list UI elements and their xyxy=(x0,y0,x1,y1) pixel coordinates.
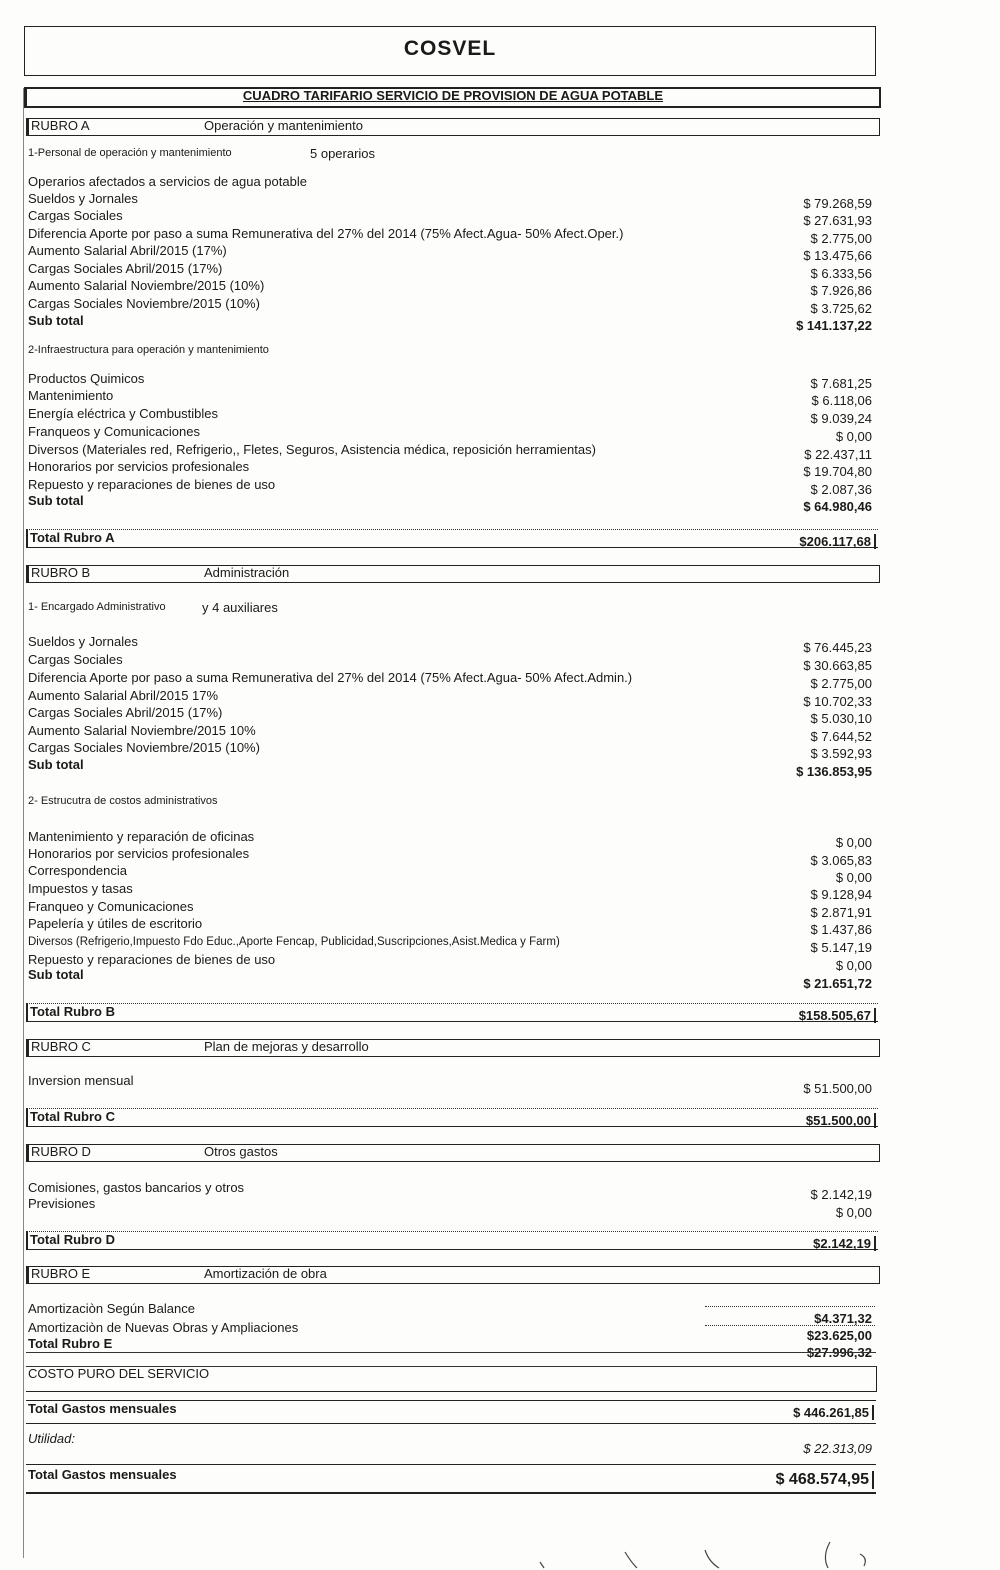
line-value: $ 51.500,00 xyxy=(803,1081,872,1096)
section-heading: Operarios afectados a servicios de agua potable xyxy=(28,174,307,189)
total-label: Total Rubro A xyxy=(30,530,115,545)
line-value: $ 9.039,24 xyxy=(810,411,872,426)
final-total-value: $ 468.574,95 xyxy=(776,1471,874,1489)
total-value: $158.505,67 xyxy=(799,1008,876,1023)
line-label: Cargas Sociales xyxy=(28,652,123,667)
rubro-code: RUBRO B xyxy=(31,565,91,580)
total-rubro-b xyxy=(26,1003,878,1022)
line-label: Diferencia Aporte por paso a suma Remunerativa del 27% del 2014 (75% Afect.Agua- 50% Afect.Oper.) xyxy=(28,226,624,241)
section-title: 1- Encargado Administrativo xyxy=(28,601,166,613)
final-total-label: Total Gastos mensuales xyxy=(28,1467,177,1482)
line-value: $ 3.592,93 xyxy=(810,746,872,761)
line-label: Cargas Sociales Abril/2015 (17%) xyxy=(28,705,223,720)
line-label: Diversos (Materiales red, Refrigerio,, Fletes, Seguros, Asistencia médica, reposición herramientas) xyxy=(28,442,596,457)
total-value: $51.500,00 xyxy=(806,1113,876,1128)
line-label: Energía eléctrica y Combustibles xyxy=(28,406,219,421)
rubro-code: RUBRO C xyxy=(31,1039,91,1054)
line-label: Honorarios por servicios profesionales xyxy=(28,846,250,861)
line-value: $4.371,32 xyxy=(814,1311,872,1326)
total-rubro-a xyxy=(26,529,878,548)
line-label: Comisiones, gastos bancarios y otros xyxy=(28,1180,245,1195)
total-label: Total Rubro E xyxy=(28,1336,113,1351)
line-value: $ 2.775,00 xyxy=(810,231,872,246)
rubro-name: Amortización de obra xyxy=(204,1266,327,1281)
rubro-name: Operación y mantenimiento xyxy=(204,118,363,133)
line-value: $ 0,00 xyxy=(835,870,872,885)
line-label: Sueldos y Jornales xyxy=(28,191,138,206)
final-total-row xyxy=(26,1464,876,1494)
line-label: Productos Quimicos xyxy=(28,371,145,386)
subtotal-value: $ 141.137,22 xyxy=(796,318,872,333)
line-value: $ 9.128,94 xyxy=(810,887,872,902)
line-value: $ 2.775,00 xyxy=(810,676,872,691)
line-label: Diversos (Refrigerio,Impuesto Fdo Educ.,Aporte Fencap, Publicidad,Suscripciones,Asist.Medica y Farm) xyxy=(28,936,560,948)
line-label: Previsiones xyxy=(28,1196,96,1211)
subtotal-value: $ 64.980,46 xyxy=(803,499,872,514)
line-label: Correspondencia xyxy=(28,863,128,878)
rubro-a-header xyxy=(26,118,880,136)
total-value: $206.117,68 xyxy=(799,534,876,549)
line-label: Cargas Sociales Noviembre/2015 (10%) xyxy=(28,740,260,755)
line-label: Sueldos y Jornales xyxy=(28,634,138,649)
line-label: Repuesto y reparaciones de bienes de uso xyxy=(28,952,276,967)
total-value: $2.142,19 xyxy=(813,1236,876,1251)
line-label: Cargas Sociales xyxy=(28,208,123,223)
line-label: Franqueos y Comunicaciones xyxy=(28,424,200,439)
line-value: $ 6.333,56 xyxy=(810,266,872,281)
section-title: 1-Personal de operación y mantenimiento xyxy=(28,147,232,159)
subtotal-label: Sub total xyxy=(28,967,84,982)
line-value: $ 30.663,85 xyxy=(803,658,872,673)
rubro-code: RUBRO A xyxy=(31,118,90,133)
line-value: $ 0,00 xyxy=(835,1205,872,1220)
line-label: Cargas Sociales Abril/2015 (17%) xyxy=(28,261,223,276)
line-value: $ 3.065,83 xyxy=(810,853,872,868)
total-rubro-d xyxy=(26,1231,878,1250)
line-label: Aumento Salarial Noviembre/2015 10% xyxy=(28,723,256,738)
line-label: Mantenimiento y reparación de oficinas xyxy=(28,829,255,844)
line-value: $ 0,00 xyxy=(835,429,872,444)
line-value: $ 79.268,59 xyxy=(803,196,872,211)
rubro-c-header xyxy=(26,1039,880,1057)
total-label: Total Rubro C xyxy=(30,1109,115,1124)
line-value: $ 5.147,19 xyxy=(810,940,872,955)
line-value: $ 5.030,10 xyxy=(810,711,872,726)
line-value: $ 7.644,52 xyxy=(810,729,872,744)
title-box xyxy=(24,26,876,76)
line-label: Aumento Salarial Abril/2015 (17%) xyxy=(28,243,227,258)
line-label: Aumento Salarial Abril/2015 17% xyxy=(28,688,219,703)
banner-text: CUADRO TARIFARIO SERVICIO DE PROVISION DE AGUA POTABLE xyxy=(242,88,664,103)
rubro-code: RUBRO E xyxy=(31,1266,91,1281)
subtotal-label: Sub total xyxy=(28,757,84,772)
line-value: $ 27.631,93 xyxy=(803,213,872,228)
subtotal-value: $ 136.853,95 xyxy=(796,764,872,779)
rubro-name: Otros gastos xyxy=(204,1144,278,1159)
total-label: Total Gastos mensuales xyxy=(28,1401,177,1416)
line-value: $ 0,00 xyxy=(835,835,872,850)
line-label: Amortizaciòn de Nuevas Obras y Ampliaciones xyxy=(28,1320,299,1335)
line-value: $ 7.681,25 xyxy=(810,376,872,391)
line-value: $ 2.087,36 xyxy=(810,482,872,497)
subtotal-label: Sub total xyxy=(28,493,84,508)
line-label: Cargas Sociales Noviembre/2015 (10%) xyxy=(28,296,260,311)
line-label: Mantenimiento xyxy=(28,388,114,403)
rubro-name: Administración xyxy=(204,565,290,580)
total-value: $ 446.261,85 xyxy=(793,1405,874,1420)
line-value: $ 10.702,33 xyxy=(803,694,872,709)
costo-puro-box xyxy=(26,1366,877,1392)
total-value: $27.996,32 xyxy=(806,1345,872,1360)
line-value: $ 6.118,06 xyxy=(811,393,872,408)
line-value: $ 7.926,86 xyxy=(810,283,872,298)
line-value: $ 0,00 xyxy=(835,958,872,973)
section-title: 2- Estrucutra de costos administrativos xyxy=(28,795,218,807)
section-note: 5 operarios xyxy=(310,146,376,161)
line-value: $ 22.437,11 xyxy=(804,447,872,462)
line-label: Aumento Salarial Noviembre/2015 (10%) xyxy=(28,278,265,293)
table-banner xyxy=(24,87,881,108)
line-label: Papelería y útiles de escritorio xyxy=(28,916,203,931)
company-title: COSVEL xyxy=(403,37,497,60)
subtotal-value: $ 21.651,72 xyxy=(803,976,872,991)
rubro-code: RUBRO D xyxy=(31,1144,91,1159)
line-value: $ 13.475,66 xyxy=(803,248,872,263)
signature-marks xyxy=(530,1540,890,1570)
section-note: y 4 auxiliares xyxy=(202,600,278,615)
line-label: Inversion mensual xyxy=(28,1073,134,1088)
total-label: Total Rubro B xyxy=(30,1004,115,1019)
dotted-rule xyxy=(705,1325,875,1326)
line-label: Repuesto y reparaciones de bienes de uso xyxy=(28,477,276,492)
total-label: Total Rubro D xyxy=(30,1232,115,1247)
utilidad-label: Utilidad: xyxy=(28,1431,75,1446)
line-value: $ 19.704,80 xyxy=(803,464,872,479)
line-value: $ 2.871,91 xyxy=(810,905,872,920)
line-label: Impuestos y tasas xyxy=(28,881,133,896)
costo-puro-label: COSTO PURO DEL SERVICIO xyxy=(28,1366,210,1381)
total-rubro-c xyxy=(26,1108,878,1127)
line-value: $23.625,00 xyxy=(806,1328,872,1343)
line-value: $ 3.725,62 xyxy=(810,301,872,316)
line-value: $ 76.445,23 xyxy=(803,640,872,655)
line-label: Diferencia Aporte por paso a suma Remunerativa del 27% del 2014 (75% Afect.Agua- 50% Afect.Admin.) xyxy=(28,670,633,685)
rubro-b-header xyxy=(26,565,880,583)
rubro-d-header xyxy=(26,1144,880,1162)
total-gastos-row xyxy=(26,1400,876,1424)
section-title: 2-Infraestructura para operación y mantenimiento xyxy=(28,344,269,356)
line-label: Honorarios por servicios profesionales xyxy=(28,459,250,474)
utilidad-value: $ 22.313,09 xyxy=(803,1441,872,1456)
line-value: $ 1.437,86 xyxy=(810,922,872,937)
line-label: Amortizaciòn Según Balance xyxy=(28,1301,195,1316)
line-label: Franqueo y Comunicaciones xyxy=(28,899,194,914)
rubro-name: Plan de mejoras y desarrollo xyxy=(204,1039,369,1054)
rubro-e-header xyxy=(26,1266,880,1284)
dotted-rule xyxy=(705,1306,875,1307)
line-value: $ 2.142,19 xyxy=(810,1187,872,1202)
margin-rule xyxy=(23,88,24,1558)
separator xyxy=(26,1352,876,1353)
subtotal-label: Sub total xyxy=(28,313,84,328)
